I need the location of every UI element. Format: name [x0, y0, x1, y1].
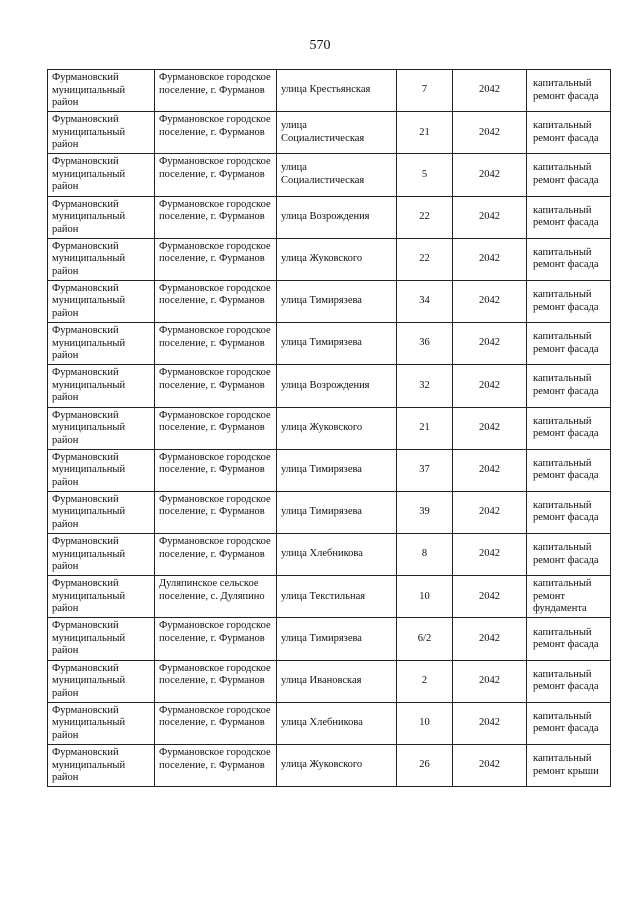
year-cell: 2042 [453, 449, 527, 491]
settlement-cell: Фурмановское городское поселение, г. Фурманов [155, 449, 277, 491]
table-row [48, 534, 611, 576]
table-row [48, 280, 611, 322]
district-cell: Фурмановский муниципальный район [48, 112, 155, 154]
street-cell: улица Жуковского [277, 407, 397, 449]
house-number-cell: 10 [397, 576, 453, 618]
table-row [48, 660, 611, 702]
street-cell: улица Ивановская [277, 660, 397, 702]
table-row [48, 745, 611, 787]
settlement-cell: Фурмановское городское поселение, г. Фурманов [155, 745, 277, 787]
house-number-cell: 8 [397, 534, 453, 576]
house-number-cell: 6/2 [397, 618, 453, 660]
settlement-cell: Фурмановское городское поселение, г. Фурманов [155, 534, 277, 576]
settlement-cell: Фурмановское городское поселение, г. Фурманов [155, 660, 277, 702]
settlement-cell: Фурмановское городское поселение, г. Фурманов [155, 280, 277, 322]
year-cell: 2042 [453, 618, 527, 660]
table-row [48, 618, 611, 660]
settlement-cell: Фурмановское городское поселение, г. Фурманов [155, 702, 277, 744]
settlement-cell: Фурмановское городское поселение, г. Фурманов [155, 407, 277, 449]
district-cell: Фурмановский муниципальный район [48, 238, 155, 280]
repair-schedule-table [47, 69, 611, 787]
street-cell: улица Возрождения [277, 365, 397, 407]
street-cell: улица Хлебникова [277, 702, 397, 744]
year-cell: 2042 [453, 534, 527, 576]
street-cell: улица Социалистическая [277, 154, 397, 196]
street-cell: улица Хлебникова [277, 534, 397, 576]
settlement-cell: Фурмановское городское поселение, г. Фурманов [155, 491, 277, 533]
year-cell: 2042 [453, 154, 527, 196]
settlement-cell: Фурмановское городское поселение, г. Фурманов [155, 365, 277, 407]
work-type-cell: капитальный ремонт фасада [527, 407, 611, 449]
year-cell: 2042 [453, 323, 527, 365]
year-cell: 2042 [453, 112, 527, 154]
work-type-cell: капитальный ремонт фасада [527, 196, 611, 238]
work-type-cell: капитальный ремонт фасада [527, 618, 611, 660]
table-row [48, 70, 611, 112]
work-type-cell: капитальный ремонт фасада [527, 365, 611, 407]
settlement-cell: Фурмановское городское поселение, г. Фурманов [155, 196, 277, 238]
work-type-cell: капитальный ремонт фасада [527, 534, 611, 576]
district-cell: Фурмановский муниципальный район [48, 407, 155, 449]
house-number-cell: 21 [397, 112, 453, 154]
district-cell: Фурмановский муниципальный район [48, 70, 155, 112]
street-cell: улица Социалистическая [277, 112, 397, 154]
settlement-cell: Дуляпинское сельское поселение, с. Дуляпино [155, 576, 277, 618]
work-type-cell: капитальный ремонт фасада [527, 702, 611, 744]
district-cell: Фурмановский муниципальный район [48, 534, 155, 576]
house-number-cell: 7 [397, 70, 453, 112]
house-number-cell: 34 [397, 280, 453, 322]
table-row [48, 112, 611, 154]
street-cell: улица Жуковского [277, 238, 397, 280]
district-cell: Фурмановский муниципальный район [48, 660, 155, 702]
street-cell: улица Тимирязева [277, 449, 397, 491]
house-number-cell: 22 [397, 196, 453, 238]
work-type-cell: капитальный ремонт фасада [527, 449, 611, 491]
settlement-cell: Фурмановское городское поселение, г. Фурманов [155, 618, 277, 660]
year-cell: 2042 [453, 365, 527, 407]
street-cell: улица Тимирязева [277, 491, 397, 533]
table-row [48, 196, 611, 238]
house-number-cell: 22 [397, 238, 453, 280]
house-number-cell: 10 [397, 702, 453, 744]
work-type-cell: капитальный ремонт фасада [527, 660, 611, 702]
district-cell: Фурмановский муниципальный район [48, 154, 155, 196]
work-type-cell: капитальный ремонт фасада [527, 323, 611, 365]
table-row [48, 576, 611, 618]
house-number-cell: 26 [397, 745, 453, 787]
table-row [48, 154, 611, 196]
settlement-cell: Фурмановское городское поселение, г. Фурманов [155, 323, 277, 365]
district-cell: Фурмановский муниципальный район [48, 196, 155, 238]
table-row [48, 407, 611, 449]
street-cell: улица Текстильная [277, 576, 397, 618]
district-cell: Фурмановский муниципальный район [48, 365, 155, 407]
year-cell: 2042 [453, 196, 527, 238]
house-number-cell: 37 [397, 449, 453, 491]
district-cell: Фурмановский муниципальный район [48, 280, 155, 322]
settlement-cell: Фурмановское городское поселение, г. Фурманов [155, 70, 277, 112]
settlement-cell: Фурмановское городское поселение, г. Фурманов [155, 238, 277, 280]
house-number-cell: 32 [397, 365, 453, 407]
year-cell: 2042 [453, 702, 527, 744]
street-cell: улица Жуковского [277, 745, 397, 787]
work-type-cell: капитальный ремонт фасада [527, 112, 611, 154]
table-row [48, 323, 611, 365]
page-number: 570 [309, 38, 331, 53]
year-cell: 2042 [453, 280, 527, 322]
work-type-cell: капитальный ремонт фасада [527, 491, 611, 533]
work-type-cell: капитальный ремонт фасада [527, 238, 611, 280]
work-type-cell: капитальный ремонт фундамента [527, 576, 611, 618]
house-number-cell: 21 [397, 407, 453, 449]
street-cell: улица Возрождения [277, 196, 397, 238]
house-number-cell: 36 [397, 323, 453, 365]
work-type-cell: капитальный ремонт фасада [527, 154, 611, 196]
table-row [48, 449, 611, 491]
district-cell: Фурмановский муниципальный район [48, 702, 155, 744]
house-number-cell: 5 [397, 154, 453, 196]
district-cell: Фурмановский муниципальный район [48, 618, 155, 660]
year-cell: 2042 [453, 491, 527, 533]
year-cell: 2042 [453, 745, 527, 787]
district-cell: Фурмановский муниципальный район [48, 323, 155, 365]
settlement-cell: Фурмановское городское поселение, г. Фурманов [155, 154, 277, 196]
district-cell: Фурмановский муниципальный район [48, 576, 155, 618]
settlement-cell: Фурмановское городское поселение, г. Фурманов [155, 112, 277, 154]
street-cell: улица Тимирязева [277, 618, 397, 660]
table-row [48, 702, 611, 744]
district-cell: Фурмановский муниципальный район [48, 491, 155, 533]
district-cell: Фурмановский муниципальный район [48, 745, 155, 787]
table-row [48, 491, 611, 533]
street-cell: улица Тимирязева [277, 280, 397, 322]
year-cell: 2042 [453, 407, 527, 449]
year-cell: 2042 [453, 238, 527, 280]
year-cell: 2042 [453, 660, 527, 702]
street-cell: улица Крестьянская [277, 70, 397, 112]
year-cell: 2042 [453, 576, 527, 618]
table-row [48, 365, 611, 407]
work-type-cell: капитальный ремонт фасада [527, 280, 611, 322]
house-number-cell: 2 [397, 660, 453, 702]
house-number-cell: 39 [397, 491, 453, 533]
year-cell: 2042 [453, 70, 527, 112]
district-cell: Фурмановский муниципальный район [48, 449, 155, 491]
table-row [48, 238, 611, 280]
street-cell: улица Тимирязева [277, 323, 397, 365]
work-type-cell: капитальный ремонт фасада [527, 70, 611, 112]
work-type-cell: капитальный ремонт крыши [527, 745, 611, 787]
